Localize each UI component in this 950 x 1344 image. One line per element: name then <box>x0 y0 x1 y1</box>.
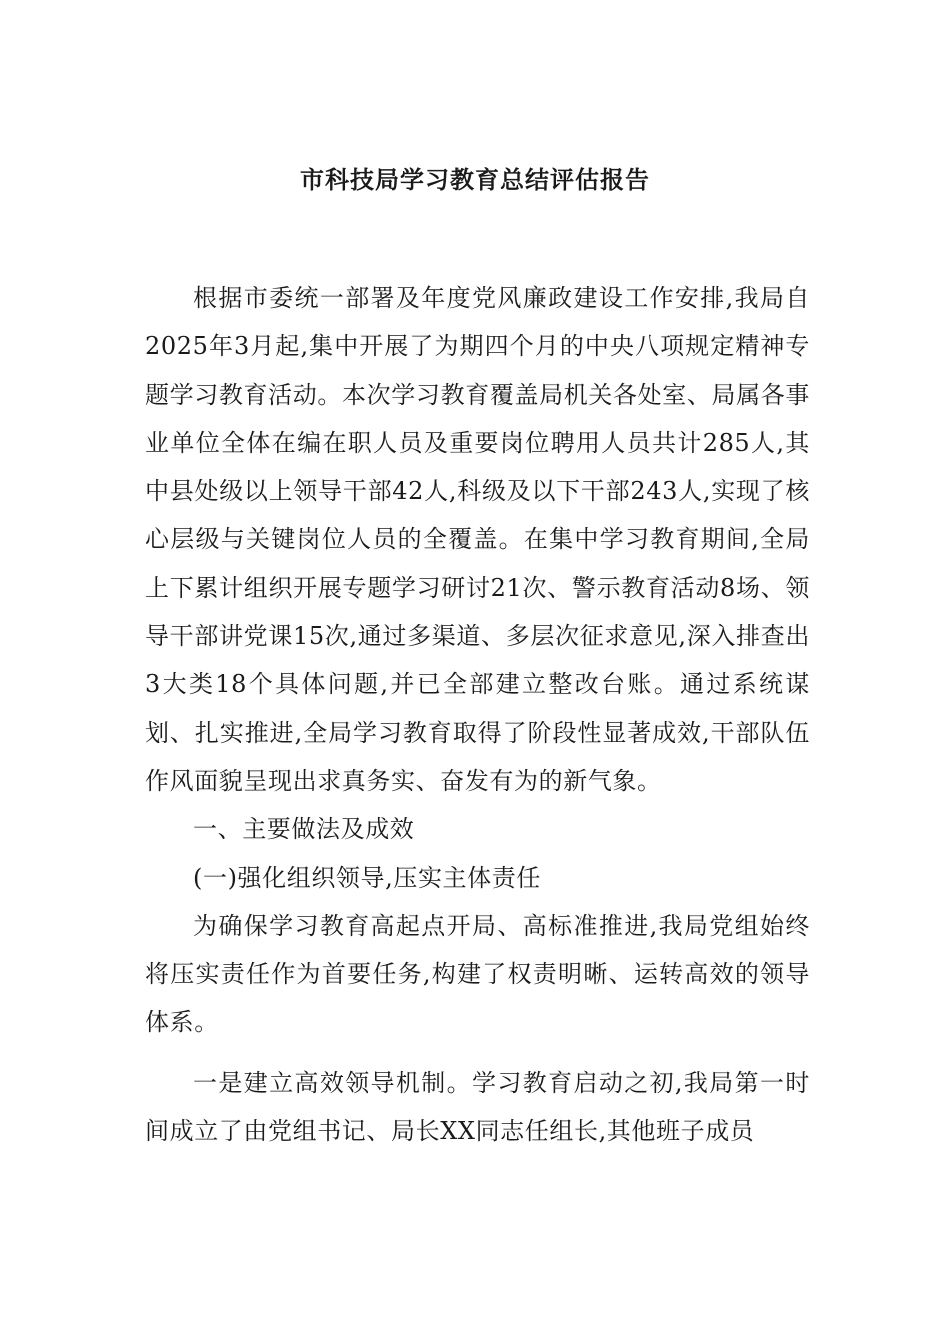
body-paragraph: 一是建立高效领导机制。学习教育启动之初,我局第一时间成立了由党组书记、局长XX同志任组长,其他班子成员 <box>145 1068 810 1146</box>
document-title: 市科技局学习教育总结评估报告 <box>300 165 650 194</box>
paragraph-gap <box>145 1047 810 1059</box>
subsection-heading: (一)强化组织领导,压实主体责任 <box>193 863 541 892</box>
body-paragraph: 为确保学习教育高起点开局、高标准推进,我局党组始终将压实责任作为首要任务,构建了权责明晰、运转高效的领导体系。 <box>145 911 810 1037</box>
document-body <box>145 274 810 1155</box>
intro-paragraph: 根据市委统一部署及年度党风廉政建设工作安排,我局自2025年3月起,集中开展了为期四个月的中央八项规定精神专题学习教育活动。本次学习教育覆盖局机关各处室、局属各事业单位全体在编在职人员及重要岗位聘用人员共计285人,其中县处级以上领导干部42人,科级及以下干部243人,实现了核心层级与关键岗位人员的全覆盖。在集中学习教育期间,全局上下累计组织开展专题学习研讨21次、警示教育活动8场、领导干部讲党课15次,通过多渠道、多层次征求意见,深入排查出3大类18个具体问题,并已全部建立整改台账。通过系统谋划、扎实推进,全局学习教育取得了阶段性显著成效,干部队伍作风面貌呈现出求真务实、奋发有为的新气象。 <box>145 284 810 795</box>
section-heading: 一、主要做法及成效 <box>193 815 415 844</box>
